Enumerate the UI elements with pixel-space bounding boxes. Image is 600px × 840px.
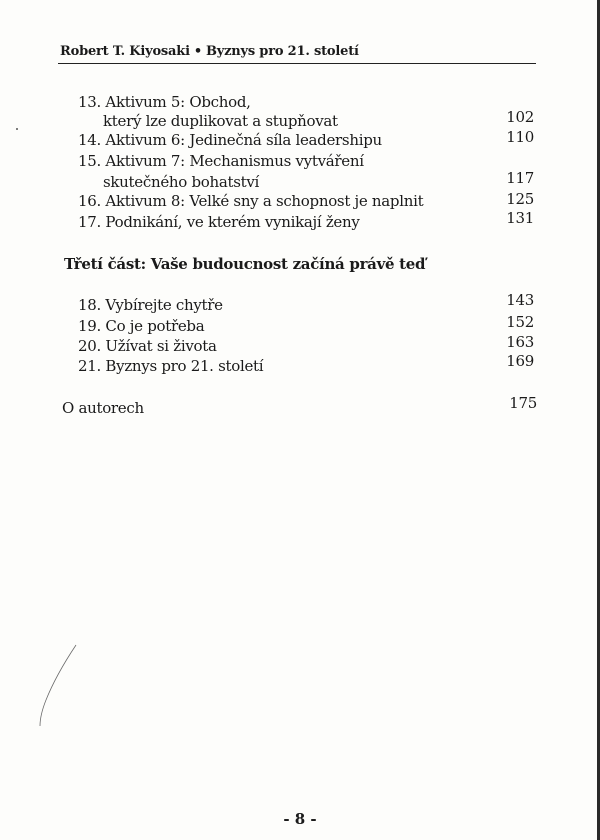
toc-entry-21: 21. Byznys pro 21. století — [78, 357, 264, 375]
toc-entry-13-line2: který lze duplikovat a stupňovat — [103, 112, 338, 130]
toc-entry-15-line1: 15. Aktivum 7: Mechanismus vytváření — [78, 152, 364, 170]
toc-entry-14: 14. Aktivum 6: Jedinečná síla leadershipu — [78, 131, 382, 149]
toc-about-authors-page: 175 — [509, 394, 537, 412]
section-title: Třetí část: Vaše budoucnost začíná právě teď — [64, 255, 426, 273]
pencil-mark — [36, 640, 86, 730]
toc-entry-20: 20. Užívat si života — [78, 337, 217, 355]
toc-entry-13-line1: 13. Aktivum 5: Obchod, — [78, 93, 251, 111]
toc-entry-19: 19. Co je potřeba — [78, 317, 205, 335]
header-author: Robert T. Kiyosaki — [60, 44, 190, 59]
toc-entry-17: 17. Podnikání, ve kterém vynikají ženy — [78, 213, 360, 231]
toc-entry-19-page: 152 — [506, 313, 534, 331]
header-book-title: Byznys pro 21. století — [205, 44, 359, 59]
header-rule — [58, 63, 536, 64]
page-number: - 8 - — [283, 810, 317, 828]
toc-entry-18: 18. Vybírejte chytře — [78, 296, 223, 314]
toc-about-authors: O autorech — [62, 399, 144, 417]
toc-entry-13-page: 102 — [506, 108, 534, 126]
toc-entry-18-page: 143 — [506, 291, 534, 309]
header-separator: • — [193, 44, 202, 59]
toc-entry-15-line2: skutečného bohatství — [103, 173, 260, 191]
toc-entry-21-page: 169 — [506, 352, 534, 370]
toc-entry-14-page: 110 — [506, 128, 534, 146]
toc-entry-17-page: 131 — [506, 209, 534, 227]
toc-entry-15-page: 117 — [506, 169, 534, 187]
toc-entry-20-page: 163 — [506, 333, 534, 351]
speck-mark — [16, 128, 18, 130]
toc-entry-16: 16. Aktivum 8: Velké sny a schopnost je naplnit — [78, 192, 424, 210]
running-header — [60, 44, 535, 59]
toc-entry-16-page: 125 — [506, 190, 534, 208]
